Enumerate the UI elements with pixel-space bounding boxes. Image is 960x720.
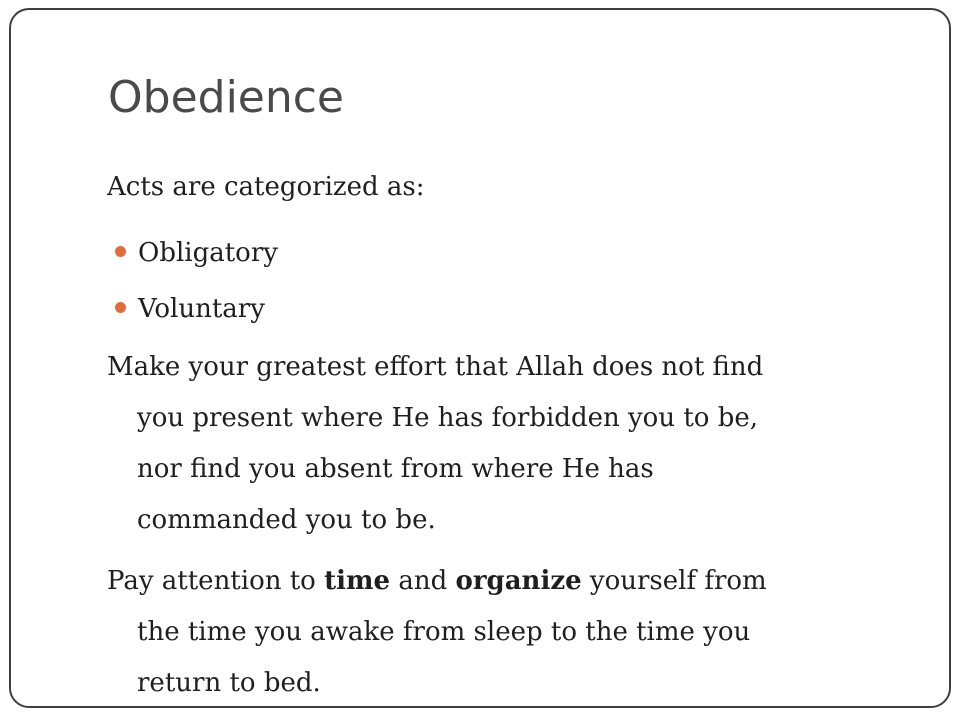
bullet-label: Obligatory (138, 238, 278, 268)
emphasis-organize: organize (455, 566, 582, 596)
paragraph-2-line-3: return to bed. (137, 668, 321, 698)
bullet-item-voluntary (115, 294, 265, 324)
paragraph-1-line-1: Make your greatest effort that Allah does not find (107, 352, 764, 382)
paragraph-1-line-4: commanded you to be. (137, 505, 436, 535)
bullet-dot-icon (115, 302, 126, 313)
emphasis-time: time (324, 566, 391, 596)
bullet-label: Voluntary (138, 294, 265, 324)
paragraph-2-text: yourself from (581, 566, 767, 596)
paragraph-1-line-2: you present where He has forbidden you to be, (137, 403, 759, 433)
intro-text: Acts are categorized as: (107, 172, 425, 202)
bullet-item-obligatory (115, 238, 278, 268)
paragraph-2-line-1 (107, 566, 767, 596)
bullet-dot-icon (115, 246, 126, 257)
paragraph-2-line-2: the time you awake from sleep to the time you (137, 617, 751, 647)
paragraph-2-text: Pay attention to (107, 566, 325, 596)
paragraph-1-line-3: nor find you absent from where He has (137, 454, 654, 484)
paragraph-2-text: and (390, 566, 456, 596)
slide-title: Obedience (108, 72, 345, 123)
slide (9, 8, 951, 708)
